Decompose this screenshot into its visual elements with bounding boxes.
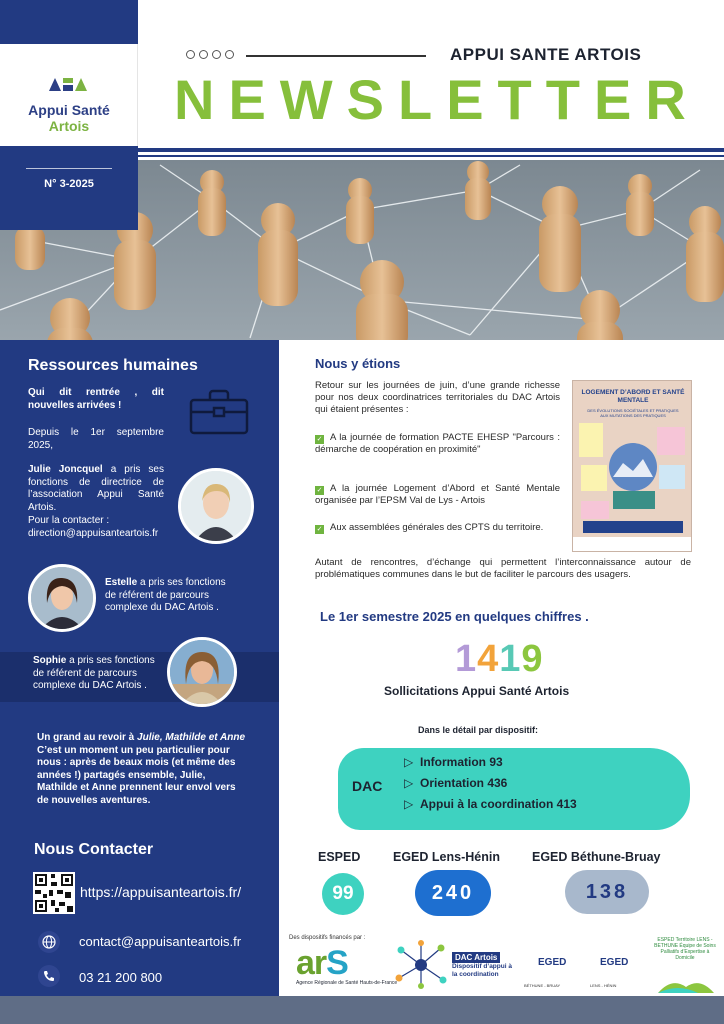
total-digit: 9 — [521, 638, 544, 680]
julie-name: Julie Joncquel — [28, 464, 103, 475]
total-digit: 1 — [499, 638, 522, 680]
dac-highlight — [338, 748, 690, 830]
divider — [138, 148, 724, 152]
logo-region: Artois — [48, 118, 90, 134]
event-poster — [572, 380, 692, 552]
contact-email[interactable]: contact@appuisanteartois.fr — [79, 934, 242, 949]
goodbye-message — [37, 732, 247, 807]
avatar-julie — [178, 468, 254, 544]
nous-item-1-text: A la journée de formation PACTE EHESP "Parcours : démarche de coopération en proximité" — [315, 432, 560, 455]
contact-heading: Nous Contacter — [34, 841, 154, 858]
avatar-sophie — [167, 637, 237, 707]
stats-heading: Le 1er semestre 2025 en quelques chiffres . — [320, 609, 589, 624]
total-digit: 1 — [455, 638, 478, 680]
rh-julie-text — [28, 464, 164, 514]
sophie-role: a pris ses fonctions de référent de parcours complexe du DAC Artois . — [33, 655, 155, 691]
check-icon: ✓ — [316, 526, 323, 533]
header-top-band — [0, 0, 138, 44]
total-solicitations — [455, 638, 544, 681]
rh-estelle-text — [105, 577, 237, 615]
home-hills-icon — [658, 975, 714, 993]
goodbye-text: C’est un moment un peu particulier pour nous : après de beaux mois (et même des années !) partagés ensemble, Julie, Mathilde et Anne prennent leur envol vers de nouvelles aventures. — [37, 744, 236, 806]
dac-item-text: Appui à la coordination 413 — [420, 797, 577, 811]
dac-logo-subtitle: Dispositif d’appui à la coordination — [452, 963, 512, 978]
nous-outro: Autant de rencontres, d’échange qui permettent l’interconnaissance autour de problématiques communes dans le but de faciliter le parcours des usagers. — [315, 557, 691, 580]
sophie-name: Sophie — [33, 655, 67, 666]
rh-contact-label: Pour la contacter : — [28, 515, 110, 526]
eged-bethune-label: EGED Béthune-Bruay — [532, 850, 661, 864]
briefcase-icon — [188, 388, 250, 436]
dac-logo-title: DAC Artois — [452, 952, 500, 963]
funded-by-label: Des dispositifs financés par : — [289, 935, 366, 941]
organization-logo — [0, 44, 138, 146]
website-link[interactable]: https://appuisanteartois.fr/ — [80, 884, 242, 900]
footer-band — [0, 996, 724, 1024]
divider — [26, 168, 112, 169]
check-icon: ✓ — [316, 487, 323, 494]
dac-item-coordination — [404, 797, 577, 811]
esped-palliatif-logo: ESPED Territoire LENS - BETHUNE Équipe de Soins Palliatifs d’Expertise à Domicile — [654, 937, 716, 961]
nous-heading: Nous y étions — [315, 356, 401, 371]
estelle-role: a pris ses fonctions de référent de parcours complexe du DAC Artois . — [105, 577, 226, 613]
eged-bethune-logo: EGED — [538, 957, 567, 968]
eged-bethune-value: 138 — [565, 870, 649, 914]
director-email[interactable]: direction@appuisanteartois.fr — [28, 528, 159, 539]
eged-lens-value: 240 — [415, 870, 491, 916]
nous-item-1 — [315, 432, 560, 456]
esped-label: ESPED — [318, 850, 361, 864]
total-digit: 4 — [477, 638, 500, 680]
logo-mark-icon — [48, 75, 88, 93]
dac-item-orientation — [404, 776, 507, 790]
avatar-estelle — [28, 564, 96, 632]
arrow-icon: ▷ — [404, 797, 414, 811]
divider — [246, 55, 426, 57]
logo-name: Appui Santé — [28, 102, 110, 118]
detail-label: Dans le détail par dispositif: — [418, 725, 539, 735]
nous-item-2-text: A la journée Logement d’Abord et Santé Mentale organisée par l’EPSM Val de Lys - Artois — [315, 483, 560, 506]
ars-logo-text: ar — [296, 944, 327, 982]
arrow-icon: ▷ — [404, 776, 414, 790]
brand-title: APPUI SANTE ARTOIS — [450, 45, 642, 64]
decorative-dots — [186, 50, 234, 59]
poster-subtitle: DES ÉVOLUTIONS SOCIÉTALES ET PRATIQUES AUX MUTATIONS DES PRATIQUES — [587, 408, 679, 418]
left-sidebar — [0, 340, 279, 996]
ars-subtitle: Agence Régionale de Santé Hauts-de-France — [296, 980, 398, 986]
eged-lens-logo-sub: LENS - HÉNIN — [590, 983, 617, 988]
issue-number: N° 3-2025 — [44, 178, 94, 190]
ars-logo — [296, 944, 348, 983]
poster-title: LOGEMENT D’ABORD ET SANTÉ MENTALE — [581, 389, 685, 404]
dac-label: DAC — [352, 778, 383, 794]
qr-code-icon[interactable] — [33, 872, 75, 914]
rh-since: Depuis le 1er septembre 2025, — [28, 427, 164, 451]
eged-lens-label: EGED Lens-Hénin — [393, 850, 500, 864]
ars-logo-s: S — [326, 944, 348, 982]
goodbye-names: Julie, Mathilde et Anne — [137, 732, 246, 743]
nous-item-3-text: Aux assemblées générales des CPTS du territoire. — [330, 522, 544, 533]
globe-icon — [38, 931, 60, 953]
estelle-name: Estelle — [105, 577, 138, 588]
arrow-icon: ▷ — [404, 755, 414, 769]
divider — [138, 155, 724, 157]
dac-item-text: Information 93 — [420, 755, 503, 769]
dac-network-icon — [393, 940, 449, 990]
dac-item-information — [404, 755, 503, 769]
page-title: NEWSLETTER — [174, 68, 700, 131]
rh-intro: Qui dit rentrée , dit nouvelles arrivées ! — [28, 387, 164, 411]
rh-sophie-text — [33, 655, 163, 693]
dac-item-text: Orientation 436 — [420, 776, 508, 790]
eged-lens-logo: EGED — [600, 957, 629, 968]
julie-role: a pris ses fonctions de directrice de l’association Appui Santé Artois. — [28, 464, 164, 513]
nous-intro: Retour sur les journées de juin, d’une grande richesse pour nos deux coordinatrices territoriales du DAC Artois qui étaient présentes : — [315, 380, 560, 415]
phone-icon — [38, 965, 60, 987]
esped-value: 99 — [322, 873, 364, 915]
nous-item-2 — [315, 483, 560, 507]
rh-heading: Ressources humaines — [28, 357, 198, 374]
contact-phone[interactable]: 03 21 200 800 — [79, 970, 163, 985]
goodbye-lead: Un grand au revoir à — [37, 732, 138, 743]
issue-panel — [0, 146, 138, 230]
total-label: Sollicitations Appui Santé Artois — [384, 684, 570, 698]
nous-item-3 — [315, 522, 560, 534]
check-icon: ✓ — [316, 436, 323, 443]
eged-bethune-logo-sub: BÉTHUNE - BRUAY — [524, 983, 561, 988]
